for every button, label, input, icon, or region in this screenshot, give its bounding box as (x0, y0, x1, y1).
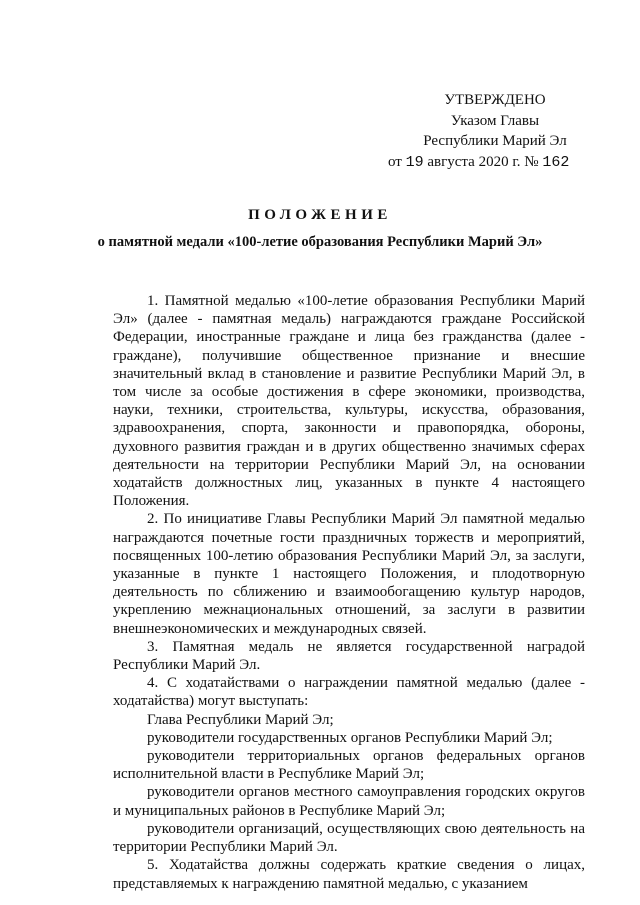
date-prefix: от (388, 153, 402, 170)
document-title: ПОЛОЖЕНИЕ (248, 207, 392, 223)
decree-number: 162 (542, 153, 570, 171)
list-item-organizations: руководители организаций, осуществляющих свою деятельность на территории Республики Марий Эл. (113, 820, 585, 856)
paragraph-5: 5. Ходатайства должны содержать краткие сведения о лицах, представляемых к награждению памятной медалью, с указанием (113, 857, 585, 892)
approval-title: УТВЕРЖДЕНО (444, 92, 546, 108)
paragraph-4: 4. С ходатайствами о награждении памятной медалью (далее - ходатайства) могут выступать: (113, 675, 585, 710)
list-item-local-government: руководители органов местного самоуправления городских округов и муниципальных районов в Республике Марий Эл; (113, 784, 585, 819)
paragraph-1: 1. Памятной медалью «100-летие образования Республики Марий Эл» (далее - памятная медаль) награждаются граждане Российской Федерации, иностранные граждане и лица без гражданства (далее - граждане), получившие общественное признание и внесшие значительный вклад в становление и развитие Республики Марий Эл, в том числе за особые достижения в сфере экономики, производства, науки, техники, строительства, культуры, искусства, образования, здравоохранения, спорта, законности и правопорядка, обороны, духовного развития граждан и в других общественно значимых сферах деятельности на территории Республики Марий Эл, на основании ходатайств должностных лиц, указанных в пункте 4 настоящего Положения. (113, 293, 585, 510)
paragraph-3: 3. Памятная медаль не является государственной наградой Республики Марий Эл. (113, 638, 585, 674)
approval-date (388, 152, 610, 174)
approval-issuer: Республики Марий Эл (423, 133, 567, 149)
paragraph-2: 2. По инициативе Главы Республики Марий Эл памятной медалью награждаются почетные гости праздничных торжеств и мероприятий, посвященных 100-летию образования Республики Марий Эл, за заслуги, указанные в пункте 1 настоящего Положения, и плодотворную деятельность по сближению и взаимообогащению культур народов, укреплению межнациональных отношений, за заслуги в развитии внешнеэкономических и международных связей. (113, 511, 585, 637)
date-day: 19 (405, 153, 424, 171)
approval-block (380, 90, 610, 173)
document-subtitle: о памятной медали «100-летие образования Республики Марий Эл» (97, 234, 543, 250)
approval-decree: Указом Главы (450, 112, 540, 129)
date-middle: августа 2020 г. № (427, 153, 539, 170)
document-body (113, 292, 585, 893)
list-item-federal-bodies: руководители территориальных органов федеральных органов исполнительной власти в Республике Марий Эл; (113, 748, 585, 783)
list-item-state-bodies: руководители государственных органов Республики Марий Эл; (147, 729, 553, 746)
list-item-head: Глава Республики Марий Эл; (147, 711, 334, 728)
